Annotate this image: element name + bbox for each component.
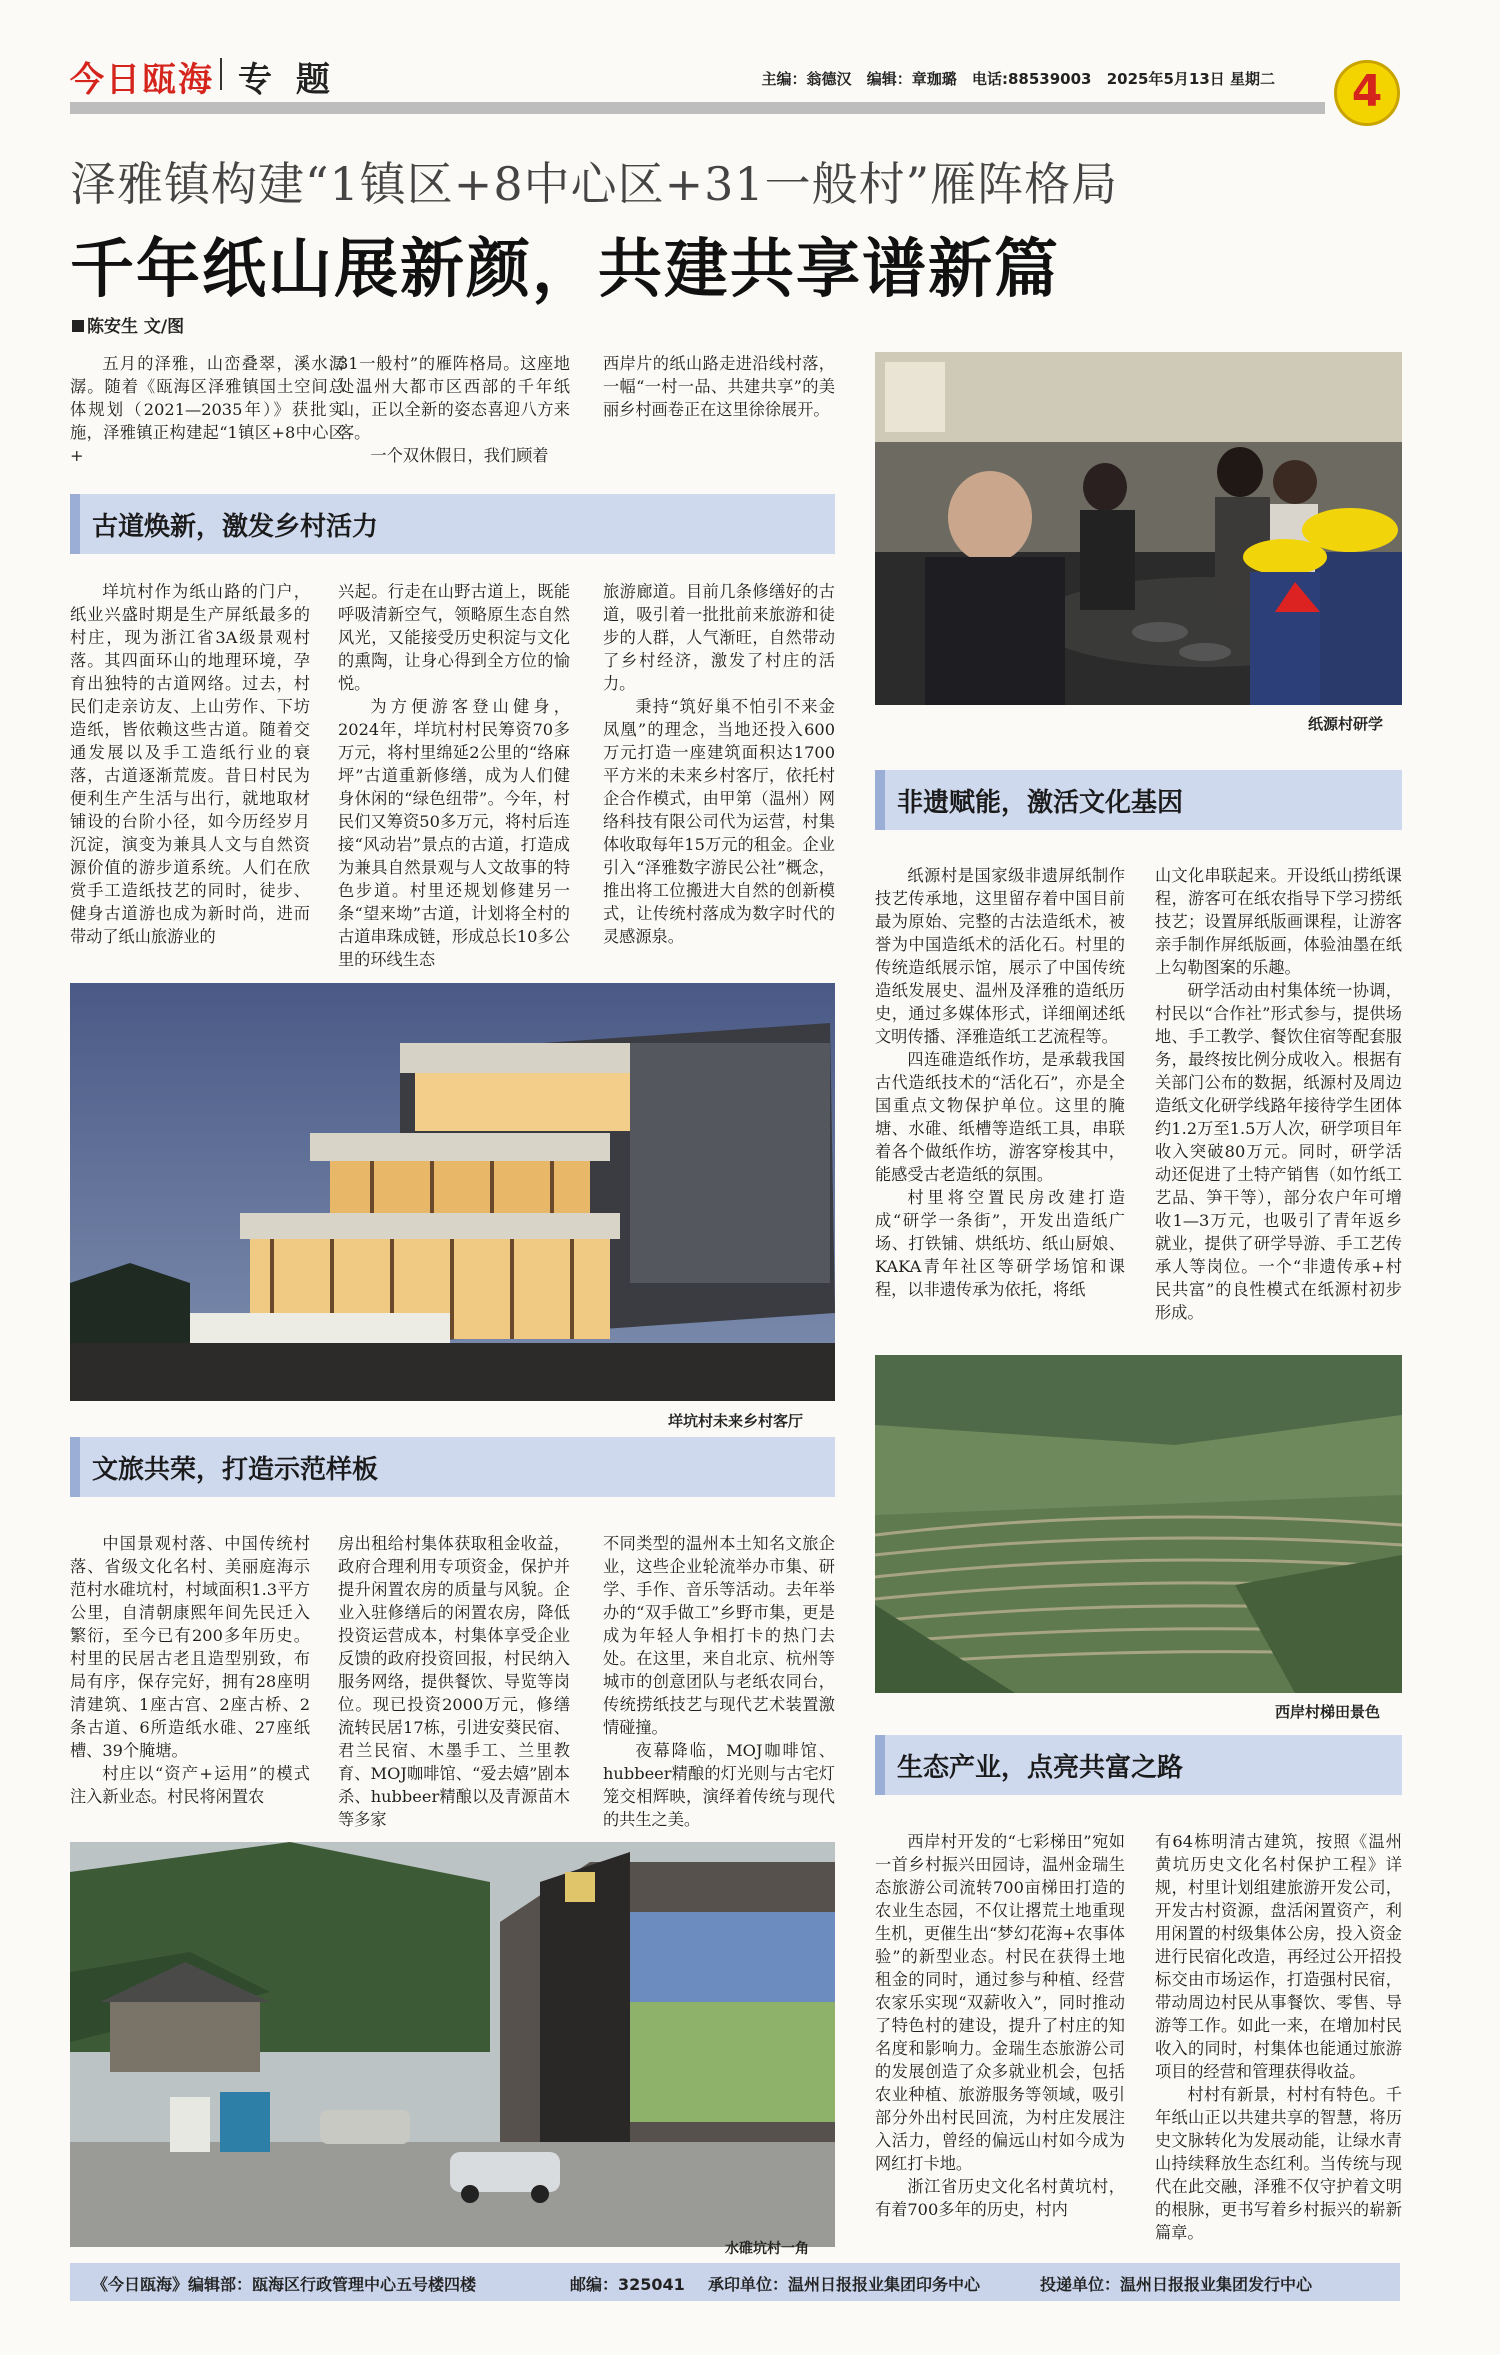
section-banner (70, 1437, 835, 1497)
paragraph: 旅游廊道。目前几条修缮好的古道，吸引着一批批前来旅游和徒步的人群，人气渐旺，自然带动了乡村经济，激发了村庄的活力。 (603, 582, 835, 693)
page-number-badge: 4 (1334, 60, 1400, 126)
photo-caption: 西岸村梯田景色 (1275, 1703, 1381, 1721)
section-name: 专 题 (238, 60, 336, 100)
paragraph: 山文化串联起来。开设纸山捞纸课程，游客可在纸农指导下学习捞纸技艺；设置屏纸版画课程，让游客亲手制作屏纸版画，体验油墨在纸上勾勒图案的乐趣。 (1155, 866, 1402, 977)
editor: 编辑：章珈璐 (866, 70, 957, 88)
paragraph: 秉持“筑好巢不怕引不来金凤凰”的理念，当地还投入600万元打造一座建筑面积达1700平方米的未来乡村客厅，依托村企合作模式，由甲第（温州）网络科技有限公司代为运营，村集体收取每年15万元的租金。企业引入“泽雅数字游民公社”概念，推出将工位搬进大自然的创新模式，让传统村落成为数字时代的灵感源泉。 (603, 697, 835, 946)
intro-col-3 (603, 352, 835, 500)
section-title: 生态产业，点亮共富之路 (897, 1753, 1184, 1783)
editor-in-chief: 主编：翁德汉 (761, 70, 852, 88)
paragraph: 垟坑村作为纸山路的门户，纸业兴盛时期是生产屏纸最多的村庄，现为浙江省3A级景观村落。其四面环山的地理环境，孕育出独特的古道网络。过去，村民们走亲访友、上山劳作、下坊造纸，皆依赖这些古道。随着交通发展以及手工造纸行业的衰落，古道逐渐荒废。昔日村民为便利生产生活与出行，就地取材铺设的台阶小径，如今历经岁月沉淀，演变为兼具人文与自然资源价值的游步道系统。人们在欣赏手工造纸技艺的同时，徒步、健身古道游也成为新时尚，进而带动了纸山旅游业的 (70, 582, 310, 946)
paragraph: 兴起。行走在山野古道上，既能呼吸清新空气，领略原生态自然风光，又能接受历史积淀与文化的熏陶，让身心得到全方位的愉悦。 (338, 582, 570, 693)
logo-divider (220, 58, 222, 90)
newspaper-logo: 今日瓯海 (70, 60, 214, 100)
footer-printer: 承印单位：温州日报报业集团印务中心 (708, 2275, 981, 2294)
section4-col-1 (875, 1830, 1125, 2254)
section2-col-3 (603, 1532, 835, 1834)
paragraph: 纸源村是国家级非遗屏纸制作技艺传承地，这里留存着中国目前最为原始、完整的古法造纸术，被誉为中国造纸术的活化石。村里的传统造纸展示馆，展示了中国传统造纸发展史、温州及泽雅的造纸历史，通过多媒体形式，详细阐述纸文明传播、泽雅造纸工艺流程等。 (875, 866, 1125, 1046)
section-banner (875, 1735, 1402, 1795)
footer-postcode: 邮编：325041 (570, 2275, 685, 2294)
phone: 电话:88539003 (971, 70, 1092, 88)
article-headline: 千年纸山展新颜，共建共享谱新篇 (70, 232, 1060, 307)
photo-caption: 纸源村研学 (1308, 715, 1384, 733)
section-title: 非遗赋能，激活文化基因 (897, 788, 1184, 818)
section1-col-1 (70, 580, 310, 972)
photo-zhiyuan-research (875, 352, 1402, 705)
paragraph: 四连碓造纸作坊，是承载我国古代造纸技术的“活化石”，亦是全国重点文物保护单位。这里的腌塘、水碓、纸槽等造纸工具，串联着各个做纸作坊，游客穿梭其中，能感受古老造纸的氛围。 (875, 1050, 1125, 1184)
paragraph: 村庄以“资产+运用”的模式注入新业态。村民将闲置农 (70, 1764, 310, 1806)
paragraph: 房出租给村集体获取租金收益，政府合理利用专项资金，保护并提升闲置农房的质量与风貌。企业入驻修缮后的闲置农房，降低投资运营成本，村集体享受企业反馈的政府投资回报，村民纳入服务网络，提供餐饮、导览等岗位。现已投资2000万元，修缮流转民居17栋，引进安葵民宿、君兰民宿、木墨手工、兰里教育、MOJ咖啡馆、“爱去嬉”剧本杀、hubbeer精酿以及青源苗木等多家 (338, 1534, 570, 1829)
section2-col-2 (338, 1532, 570, 1834)
section4-col-2 (1155, 1830, 1402, 2254)
section1-col-3 (603, 580, 835, 972)
paragraph: 西岸村开发的“七彩梯田”宛如一首乡村振兴田园诗，温州金瑞生态旅游公司流转700亩梯田打造的农业生态园，不仅让撂荒土地重现生机，更催生出“梦幻花海+农事体验”的新型业态。村民在获得土地租金的同时，通过参与种植、经营农家乐实现“双薪收入”，同时推动了特色村的建设，提升了村庄的知名度和影响力。金瑞生态旅游公司的发展创造了众多就业机会，包括农业种植、旅游服务等领域，吸引部分外出村民回流，为村庄发展注入活力，曾经的偏远山村如今成为网红打卡地。 (875, 1832, 1125, 2173)
photo-yangkeng-guesthouse (70, 983, 835, 1401)
paragraph: 为方便游客登山健身，2024年，垟坑村村民筹资70多万元，将村里绵延2公里的“络麻坪”古道重新修缮，成为人们健身休闲的“绿色纽带”。今年，村民们又筹资50多万元，将村后连接“风动岩”景点的古道，打造成为兼具自然景观与人文故事的特色步道。村里还规划修建另一条“望来坳”古道，计划将全村的古道串珠成链，形成总长10多公里的环线生态 (338, 697, 570, 969)
paragraph: 村里将空置民房改建打造成“研学一条街”，开发出造纸广场、打铁铺、烘纸坊、纸山厨娘、KAKA青年社区等研学场馆和课程，以非遗传承为依托，将纸 (875, 1188, 1125, 1299)
issue-date: 2025年5月13日 星期二 (1106, 70, 1275, 88)
photo-shuiduikeng-village (70, 1842, 835, 2247)
paragraph: 村村有新景，村村有特色。千年纸山正以共建共享的智慧，将历史文脉转化为发展动能，让绿水青山持续释放生态红利。当传统与现代在此交融，泽雅不仅守护着文明的根脉，更书写着乡村振兴的崭新篇章。 (1155, 2085, 1402, 2242)
paragraph: 浙江省历史文化名村黄坑村，有着700多年的历史，村内 (875, 2177, 1125, 2219)
photo-caption: 水碓坑村一角 (725, 2241, 809, 2257)
section-banner (70, 494, 835, 554)
header-rule (70, 102, 1325, 114)
intro-paragraph: 五月的泽雅，山峦叠翠，溪水潺潺。随着《瓯海区泽雅镇国土空间总体规划（2021—2035年）》获批实施，泽雅镇正构建起“1镇区+8中心区+ (70, 354, 345, 465)
photo-xian-terraces (875, 1355, 1402, 1693)
intro-paragraph: 西岸片的纸山路走进沿线村落，一幅“一村一品、共建共享”的美丽乡村画卷正在这里徐徐展开。 (603, 354, 835, 419)
paragraph: 中国景观村落、中国传统村落、省级文化名村、美丽庭海示范村水碓坑村，村域面积1.3平方公里，自清朝康熙年间先民迁入繁衍，至今已有200多年历史。村里的民居古老且造型别致，布局有序，保存完好，拥有28座明清建筑、1座古宫、2座古桥、2条古道、6所造纸水碓、27座纸槽、39个腌塘。 (70, 1534, 310, 1760)
section2-col-1 (70, 1532, 310, 1834)
photo-caption: 垟坑村未来乡村客厅 (668, 1412, 804, 1430)
paragraph: 夜幕降临，MOJ咖啡馆、hubbeer精酿的灯光则与古宅灯笼交相辉映，演绎着传统与现代的共生之美。 (603, 1741, 835, 1829)
paragraph: 有64栋明清古建筑，按照《温州黄坑历史文化名村保护工程》详规，村里计划组建旅游开发公司，开发古村资源，盘活闲置资产，利用闲置的村级集体公房，投入资金进行民宿化改造，再经过公开招投标交由市场运作，打造强村民宿，带动周边村民从事餐饮、零售、导游等工作。如此一来，在增加村民收入的同时，村集体也能通过旅游项目的经营和管理获得收益。 (1155, 1832, 1402, 2081)
intro-col-2 (338, 352, 570, 500)
article-subhead: 泽雅镇构建“1镇区+8中心区+31一般村”雁阵格局 (70, 157, 1119, 211)
intro-paragraph: 一个双休假日，我们顾着 (370, 446, 549, 465)
masthead (70, 52, 1400, 117)
intro-col-1 (70, 352, 345, 500)
section3-col-1 (875, 864, 1125, 1354)
section-banner (875, 770, 1402, 830)
paragraph: 不同类型的温州本土知名文旅企业，这些企业轮流举办市集、研学、手作、音乐等活动。去年举办的“双手做工”乡野市集，更是成为年轻人争相打卡的热门去处。在这里，来自北京、杭州等城市的创意团队与老纸农同台，传统捞纸技艺与现代艺术装置激情碰撞。 (603, 1534, 835, 1737)
byline: 陈安生 文/图 (72, 312, 184, 337)
section-title: 文旅共荣，打造示范样板 (92, 1455, 379, 1485)
section3-col-2 (1155, 864, 1402, 1354)
section-title: 古道焕新，激发乡村活力 (92, 512, 379, 542)
intro-paragraph: 31一般村”的雁阵格局。这座地处温州大都市区西部的千年纸山，正以全新的姿态喜迎八方来客。 (338, 354, 570, 442)
footer-bar (70, 2263, 1400, 2301)
paragraph: 研学活动由村集体统一协调，村民以“合作社”形式参与，提供场地、手工教学、餐饮住宿等配套服务，最终按比例分成收入。根据有关部门公布的数据，纸源村及周边造纸文化研学线路年接待学生团体约1.2万至1.5万人次，研学项目年收入突破80万元。同时，研学活动还促进了土特产销售（如竹纸工艺品、笋干等），部分农户年可增收1—3万元，也吸引了青年返乡就业，提供了研学导游、手工艺传承人等岗位。一个“非遗传承+村民共富”的良性模式在纸源村初步形成。 (1155, 981, 1402, 1322)
footer-address: 《今日瓯海》编辑部：瓯海区行政管理中心五号楼四楼 (92, 2275, 477, 2294)
header-meta (751, 68, 1275, 89)
footer-distributor: 投递单位：温州日报报业集团发行中心 (1040, 2275, 1313, 2294)
section1-col-2 (338, 580, 570, 972)
